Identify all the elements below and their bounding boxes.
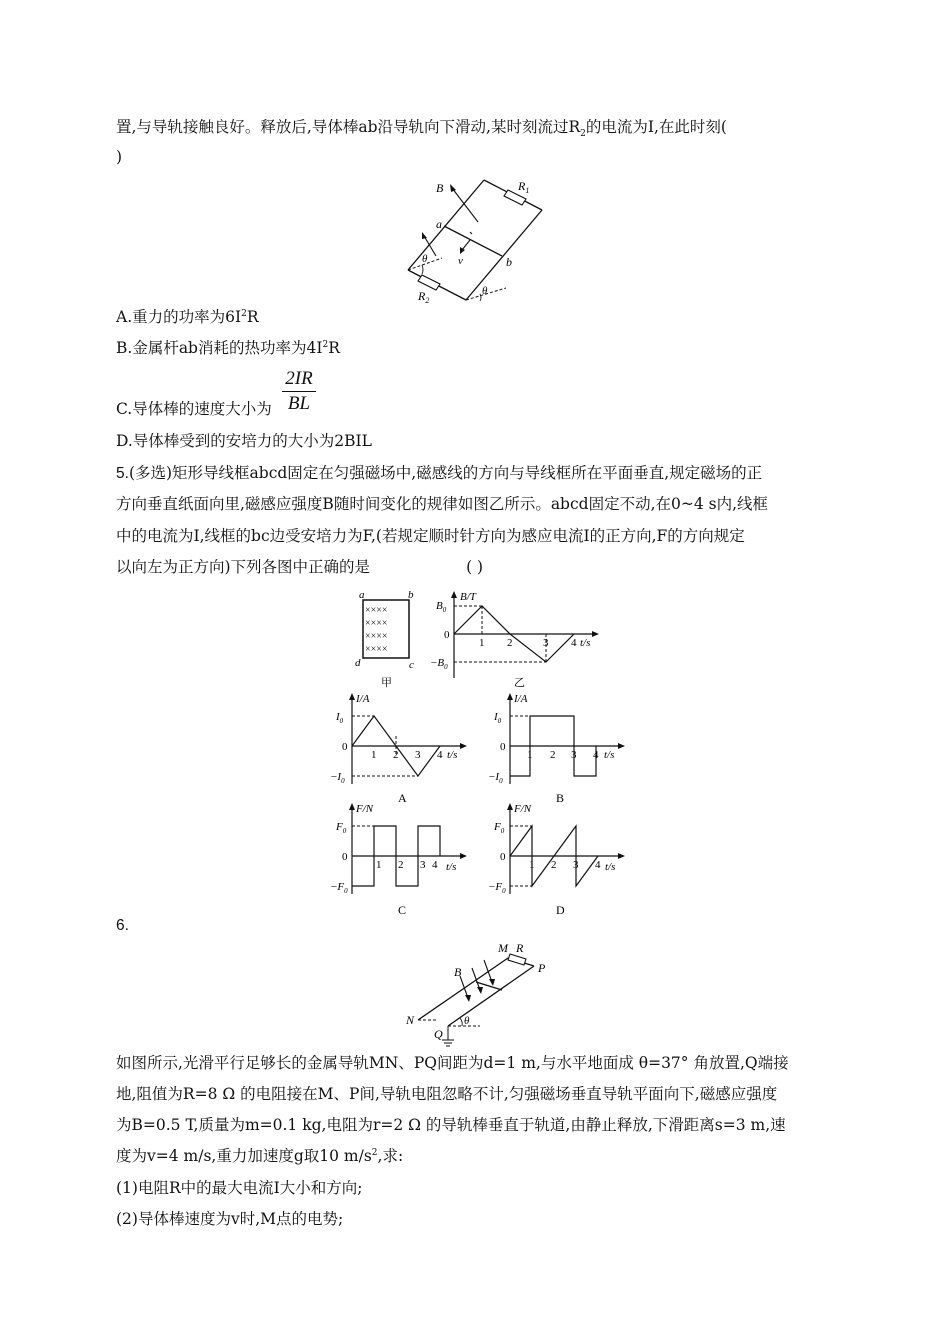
q4-fig-label-v: v <box>458 255 463 267</box>
q4-option-C: C.导体棒的速度大小为 <box>116 400 272 418</box>
q5-A-I0: $I_0$ <box>336 711 344 725</box>
q6-fig-label-R: R <box>516 941 524 955</box>
q5-caption-jia: 甲 <box>381 677 392 689</box>
q6-fig-label-P: P <box>538 961 546 975</box>
q6-fig-label-M: M <box>498 941 508 955</box>
q4-option-B: B.金属杆ab消耗的热功率为$4I^2R$ <box>116 339 340 357</box>
q5-A-axis-I: I/A <box>356 693 370 705</box>
q5-corner-a: a <box>359 589 365 601</box>
q5-yi-axis-B: B/T <box>460 591 476 603</box>
q5-graph-C <box>332 800 472 918</box>
q4-fig-label-a: a <box>436 217 442 231</box>
q5-stem-line-2: 方向垂直纸面向里,磁感应强度B随时间变化的规律如图乙所示。abcd固定不动,在0~4 s内,线框 <box>116 495 769 513</box>
q5-D-tick-2: 2 <box>551 859 557 871</box>
q5-B-tick-1: 1 <box>527 749 533 761</box>
q5-stem-line-3: 中的电流为I,线框的bc边受安培力为F,(若规定顺时针方向为感应电流I的正方向,F的方向规定 <box>116 527 745 545</box>
q5-caption-D: D <box>556 903 565 917</box>
q4-stem-line-2: ) <box>116 148 123 166</box>
q5-C-negF0: $-F_0$ <box>330 881 348 895</box>
q5-graph-B <box>490 690 630 805</box>
q4-option-D: D.导体棒受到的安培力的大小为2BIL <box>116 432 372 450</box>
q5-D-negF0: $-F_0$ <box>488 881 506 895</box>
q5-B-tick-4: 4 <box>593 749 599 761</box>
q5-yi-tick-2: 2 <box>507 637 513 649</box>
q6-stem-line-1: 如图所示,光滑平行足够长的金属导轨MN、PQ间距为d=1 m,与水平地面成 θ=37° 角放置,Q端接 <box>116 1054 789 1072</box>
q6-fig-label-theta: θ <box>464 1015 470 1027</box>
q5-A-axis-t: t/s <box>447 749 458 761</box>
q5-D-axis-t: t/s <box>605 861 616 873</box>
q5-figure-yi <box>430 588 604 689</box>
q5-corner-d: d <box>355 657 361 669</box>
q5-figure-jia <box>345 588 425 688</box>
q5-C-tick-1: 1 <box>376 859 382 871</box>
q5-caption-A: A <box>398 791 407 805</box>
q5-graph-D <box>490 800 630 918</box>
q5-B-tick-3: 3 <box>571 749 577 761</box>
q5-A-tick-2: 2 <box>393 749 399 761</box>
q5-C-F0: $F_0$ <box>336 821 347 835</box>
q4-fig-label-R2: $R_2$ <box>418 289 430 305</box>
q5-C-axis-F: F/N <box>356 803 374 815</box>
q5-C-tick-4: 4 <box>432 859 438 871</box>
q4-option-C-fraction <box>282 368 316 415</box>
q5-A-tick-1: 1 <box>371 749 377 761</box>
q5-yi-tick-1: 1 <box>479 637 485 649</box>
svg-text:××××: ×××× <box>365 644 388 655</box>
q5-B-I0: $I_0$ <box>494 711 502 725</box>
q6-fig-label-Q: Q <box>434 1027 443 1041</box>
q6-part-1: (1)电阻R中的最大电流I大小和方向; <box>116 1179 363 1197</box>
q5-D-tick-1: 1 <box>529 859 535 871</box>
q5-B-axis-t: t/s <box>604 749 615 761</box>
q5-B-negI0: $-I_0$ <box>488 771 503 785</box>
q5-yi-tick-3: 3 <box>543 637 549 649</box>
svg-text:××××: ×××× <box>365 631 388 642</box>
q5-D-F0: $F_0$ <box>494 821 505 835</box>
q5-number: 5. <box>116 465 129 482</box>
q5-yi-origin: 0 <box>444 629 450 641</box>
q5-D-origin: 0 <box>500 851 506 863</box>
q6-part-2: (2)导体棒速度为v时,M点的电势; <box>116 1210 344 1228</box>
q4-fig-label-B: B <box>436 181 444 195</box>
q5-caption-yi: 乙 <box>514 677 525 689</box>
q5-B-origin: 0 <box>500 741 506 753</box>
q5-graph-A <box>332 690 472 805</box>
fraction-denominator: BL <box>287 393 311 414</box>
q5-A-tick-3: 3 <box>415 749 421 761</box>
q4-fig-label-theta-2: θ <box>482 285 488 297</box>
q6-number: 6. <box>116 917 129 934</box>
q5-B-tick-2: 2 <box>550 749 556 761</box>
q5-A-origin: 0 <box>342 741 348 753</box>
q6-inclined-rail-diagram <box>400 938 560 1050</box>
q5-A-negI0: $-I_0$ <box>330 771 345 785</box>
q5-A-tick-4: 4 <box>437 749 443 761</box>
q5-C-origin: 0 <box>342 851 348 863</box>
q5-C-tick-3: 3 <box>420 859 426 871</box>
q6-stem-line-4: 度为v=4 m/s,重力加速度g取10 $m/s^2$,求: <box>116 1147 404 1165</box>
q6-fig-label-N: N <box>406 1013 415 1027</box>
q4-fig-label-R1: $R_1$ <box>518 179 530 195</box>
q5-answer-bracket: ( ) <box>466 558 484 576</box>
q5-stem-line-1: 5.(多选)矩形导线框abcd固定在匀强磁场中,磁感线的方向与导线框所在平面垂直,规定磁场的正 <box>116 464 763 482</box>
q5-stem-line-4: 以向左为正方向)下列各图中正确的是 ( ) <box>116 558 484 576</box>
q4-stem-line-1: 置,与导轨接触良好。释放后,导体棒ab沿导轨向下滑动,某时刻流过$R_2$的电流为I,在此时刻( <box>116 118 727 140</box>
q5-C-axis-t: t/s <box>446 861 457 873</box>
q5-caption-C: C <box>398 903 407 917</box>
q5-yi-tick-4: 4 <box>571 637 577 649</box>
q5-B-axis-I: I/A <box>514 693 528 705</box>
fraction-numerator: 2IR <box>282 368 316 392</box>
q4-rail-diagram <box>400 170 550 310</box>
q4-fig-label-theta-1: θ <box>422 253 428 265</box>
q5-yi-negB0: $-B_0$ <box>430 657 448 671</box>
q5-D-tick-4: 4 <box>595 859 601 871</box>
q5-C-tick-2: 2 <box>398 859 404 871</box>
q5-yi-B0: $B_0$ <box>436 600 447 614</box>
q4-option-A: A.重力的功率为$6I^2R$ <box>116 308 259 326</box>
q6-stem-line-2: 地,阻值为R=8 Ω 的电阻接在M、P间,导轨电阻忽略不计,匀强磁场垂直导轨平面向下,磁感应强度 <box>116 1085 778 1103</box>
q5-D-axis-F: F/N <box>514 803 532 815</box>
q5-caption-B: B <box>556 791 565 805</box>
q5-corner-b: b <box>408 589 414 601</box>
svg-text:××××: ×××× <box>365 618 388 629</box>
q5-D-tick-3: 3 <box>573 859 579 871</box>
q6-stem-line-3: 为B=0.5 T,质量为m=0.1 kg,电阻为r=2 Ω 的导轨棒垂直于轨道,由静止释放,下滑距离s=3 m,速 <box>116 1116 786 1134</box>
q5-yi-axis-t: t/s <box>580 637 591 649</box>
q5-corner-c: c <box>409 659 414 671</box>
q6-fig-label-B: B <box>454 965 462 979</box>
q4-fig-label-b: b <box>506 255 512 269</box>
svg-text:××××: ×××× <box>365 605 388 616</box>
